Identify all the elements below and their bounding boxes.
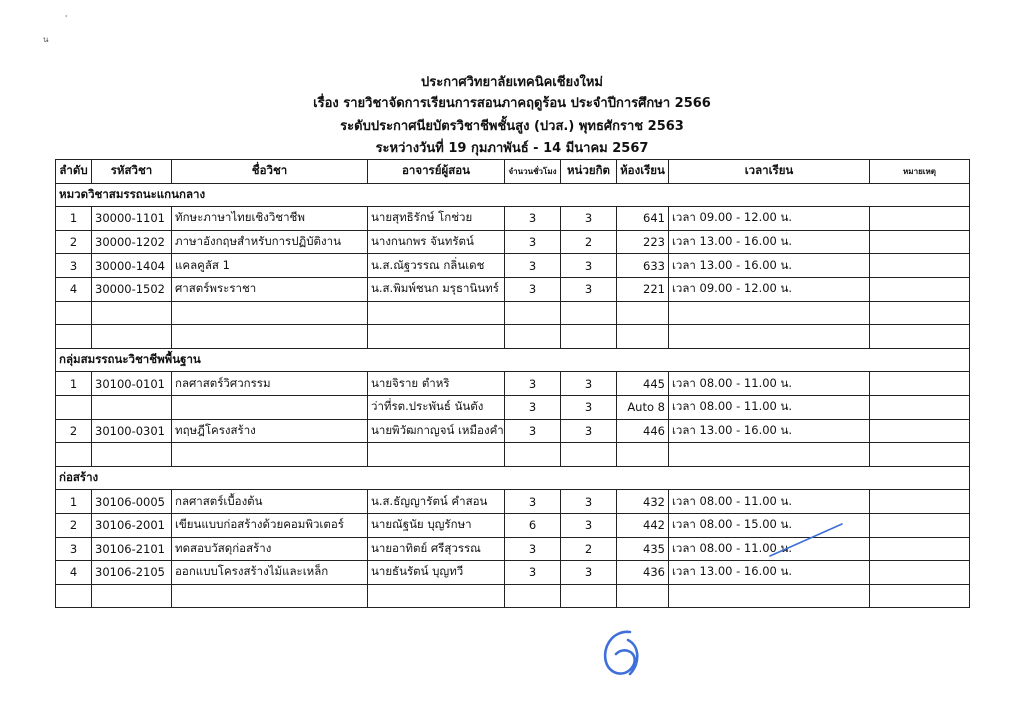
blank-cell [870, 584, 970, 608]
cell-code: 30000-1404 [92, 254, 172, 278]
cell-time: เวลา 08.00 - 15.00 น. [669, 513, 870, 537]
blank-cell [617, 301, 669, 325]
table-header-row [56, 160, 970, 184]
cell-hours: 3 [505, 254, 561, 278]
blank-cell [669, 584, 870, 608]
blank-cell [368, 301, 505, 325]
scan-speck: ' [65, 14, 68, 23]
table-row [56, 372, 970, 396]
cell-hours: 3 [505, 561, 561, 585]
cell-room: 432 [617, 490, 669, 514]
cell-hours: 3 [505, 395, 561, 419]
cell-no: 3 [56, 254, 92, 278]
cell-teacher: ว่าที่รต.ประพันธ์ นันตัง [368, 395, 505, 419]
blank-cell [561, 584, 617, 608]
cell-time: เวลา 08.00 - 11.00 น. [669, 395, 870, 419]
cell-hours: 3 [505, 207, 561, 231]
cell-code: 30106-2101 [92, 537, 172, 561]
col-header-credits: หน่วยกิต [561, 160, 617, 184]
blank-cell [92, 301, 172, 325]
cell-credits: 2 [561, 537, 617, 561]
cell-teacher: น.ส.ธัญญารัตน์ คำสอน [368, 490, 505, 514]
blank-cell [368, 325, 505, 349]
cell-name: ทฤษฎีโครงสร้าง [172, 419, 368, 443]
blank-cell [505, 443, 561, 467]
cell-name: กลศาสตร์วิศวกรรม [172, 372, 368, 396]
cell-time: เวลา 13.00 - 16.00 น. [669, 561, 870, 585]
cell-hours: 3 [505, 490, 561, 514]
blank-cell [172, 301, 368, 325]
table-row [56, 277, 970, 301]
cell-name: แคลคูลัส 1 [172, 254, 368, 278]
blank-cell [561, 301, 617, 325]
cell-note [870, 277, 970, 301]
cell-time: เวลา 08.00 - 11.00 น. [669, 372, 870, 396]
cell-time: เวลา 09.00 - 12.00 น. [669, 277, 870, 301]
cell-hours: 3 [505, 230, 561, 254]
col-header-teacher: อาจารย์ผู้สอน [368, 160, 505, 184]
cell-note [870, 372, 970, 396]
cell-no [56, 395, 92, 419]
cell-room: 435 [617, 537, 669, 561]
table-row [56, 395, 970, 419]
table-row [56, 230, 970, 254]
cell-credits: 3 [561, 561, 617, 585]
cell-room: Auto 8 [617, 395, 669, 419]
blank-cell [669, 301, 870, 325]
cell-hours: 3 [505, 277, 561, 301]
scan-speck: น [43, 35, 49, 44]
cell-note [870, 419, 970, 443]
cell-no: 2 [56, 230, 92, 254]
schedule-table [55, 159, 970, 608]
cell-room: 641 [617, 207, 669, 231]
cell-credits: 3 [561, 372, 617, 396]
table-row [56, 419, 970, 443]
blank-cell [617, 325, 669, 349]
blank-row [56, 325, 970, 349]
cell-credits: 3 [561, 490, 617, 514]
cell-teacher: นายอาทิตย์ ศรีสุวรรณ [368, 537, 505, 561]
section-title: ก่อสร้าง [56, 466, 970, 490]
blank-cell [56, 443, 92, 467]
blank-row [56, 584, 970, 608]
cell-name: เขียนแบบก่อสร้างด้วยคอมพิวเตอร์ [172, 513, 368, 537]
blank-cell [172, 443, 368, 467]
cell-code: 30000-1502 [92, 277, 172, 301]
section-row [56, 466, 970, 490]
blank-cell [669, 443, 870, 467]
cell-time: เวลา 09.00 - 12.00 น. [669, 207, 870, 231]
blank-cell [368, 443, 505, 467]
blank-row [56, 443, 970, 467]
cell-no: 4 [56, 277, 92, 301]
cell-teacher: นางกนกพร จันทรัตน์ [368, 230, 505, 254]
table-row [56, 254, 970, 278]
cell-credits: 3 [561, 254, 617, 278]
cell-room: 223 [617, 230, 669, 254]
cell-teacher: นายสุทธิรักษ์ โกช่วย [368, 207, 505, 231]
col-header-hours: จำนวนชั่วโมง [505, 160, 561, 184]
col-header-code: รหัสวิชา [92, 160, 172, 184]
cell-teacher: น.ส.ณัฐวรรณ กลิ่นเดช [368, 254, 505, 278]
cell-teacher: นายธันรัตน์ บุญทวี [368, 561, 505, 585]
cell-teacher: นายณัฐนัย บุญรักษา [368, 513, 505, 537]
table-row [56, 537, 970, 561]
cell-code: 30100-0301 [92, 419, 172, 443]
cell-credits: 3 [561, 395, 617, 419]
cell-teacher: นายพิวัฒกาญจน์ เหมืองคำ [368, 419, 505, 443]
table-row [56, 513, 970, 537]
blank-cell [561, 443, 617, 467]
cell-teacher: นายจิราย ตำหริ [368, 372, 505, 396]
cell-time: เวลา 13.00 - 16.00 น. [669, 254, 870, 278]
cell-time: เวลา 13.00 - 16.00 น. [669, 419, 870, 443]
cell-name: ออกแบบโครงสร้างไม้และเหล็ก [172, 561, 368, 585]
cell-note [870, 537, 970, 561]
blank-cell [56, 325, 92, 349]
cell-code: 30106-2001 [92, 513, 172, 537]
announcement-subject: เรื่อง รายวิชาจัดการเรียนการสอนภาคฤดูร้อน ประจำปีการศึกษา 2566 [313, 96, 711, 111]
section-row [56, 183, 970, 207]
blank-cell [870, 325, 970, 349]
cell-no: 4 [56, 561, 92, 585]
blank-cell [505, 301, 561, 325]
cell-room: 446 [617, 419, 669, 443]
cell-no: 1 [56, 372, 92, 396]
blank-cell [56, 584, 92, 608]
table-row [56, 561, 970, 585]
blank-cell [505, 325, 561, 349]
cell-code: 30106-2105 [92, 561, 172, 585]
cell-code [92, 395, 172, 419]
cell-note [870, 513, 970, 537]
blank-cell [505, 584, 561, 608]
cell-room: 445 [617, 372, 669, 396]
blank-cell [172, 584, 368, 608]
blank-cell [870, 301, 970, 325]
blank-cell [92, 325, 172, 349]
cell-name: ทักษะภาษาไทยเชิงวิชาชีพ [172, 207, 368, 231]
blank-cell [172, 325, 368, 349]
blank-cell [92, 443, 172, 467]
table-body [56, 183, 970, 608]
cell-time: เวลา 08.00 - 11.00 น. [669, 537, 870, 561]
cell-code: 30100-0101 [92, 372, 172, 396]
cell-credits: 3 [561, 513, 617, 537]
cell-hours: 3 [505, 372, 561, 396]
blank-cell [669, 325, 870, 349]
cell-credits: 2 [561, 230, 617, 254]
blank-cell [56, 301, 92, 325]
cell-name: ทดสอบวัสดุก่อสร้าง [172, 537, 368, 561]
cell-room: 436 [617, 561, 669, 585]
cell-note [870, 254, 970, 278]
cell-no: 2 [56, 513, 92, 537]
cell-hours: 6 [505, 513, 561, 537]
cell-note [870, 395, 970, 419]
cell-hours: 3 [505, 537, 561, 561]
announcement-title: ประกาศวิทยาลัยเทคนิคเชียงใหม่ [420, 75, 604, 90]
section-row [56, 348, 970, 372]
cell-name: ภาษาอังกฤษสำหรับการปฏิบัติงาน [172, 230, 368, 254]
cell-code: 30000-1202 [92, 230, 172, 254]
section-title: กลุ่มสมรรถนะวิชาชีพพื้นฐาน [56, 348, 970, 372]
cell-room: 442 [617, 513, 669, 537]
col-header-name: ชื่อวิชา [172, 160, 368, 184]
col-header-no: ลำดับ [56, 160, 92, 184]
cell-teacher: น.ส.พิมพ์ชนก มรุธานินทร์ [368, 277, 505, 301]
cell-name [172, 395, 368, 419]
col-header-note: หมายเหตุ [870, 160, 970, 184]
blank-cell [561, 325, 617, 349]
section-title: หมวดวิชาสมรรถนะแกนกลาง [56, 183, 970, 207]
blank-cell [617, 584, 669, 608]
cell-room: 633 [617, 254, 669, 278]
cell-credits: 3 [561, 207, 617, 231]
blank-cell [617, 443, 669, 467]
cell-note [870, 230, 970, 254]
cell-name: ศาสตร์พระราชา [172, 277, 368, 301]
cell-no: 3 [56, 537, 92, 561]
table-row [56, 490, 970, 514]
table-row [56, 207, 970, 231]
col-header-time: เวลาเรียน [669, 160, 870, 184]
announcement-dates: ระหว่างวันที่ 19 กุมภาพันธ์ - 14 มีนาคม 2567 [375, 141, 649, 156]
cell-time: เวลา 13.00 - 16.00 น. [669, 230, 870, 254]
cell-hours: 3 [505, 419, 561, 443]
cell-name: กลศาสตร์เบื้องต้น [172, 490, 368, 514]
blank-cell [92, 584, 172, 608]
cell-note [870, 490, 970, 514]
cell-note [870, 561, 970, 585]
cell-no: 1 [56, 207, 92, 231]
announcement-level: ระดับประกาศนียบัตรวิชาชีพชั้นสูง (ปวส.) พุทธศักราช 2563 [340, 119, 684, 134]
col-header-room: ห้องเรียน [617, 160, 669, 184]
cell-credits: 3 [561, 419, 617, 443]
cell-note [870, 207, 970, 231]
blank-cell [870, 443, 970, 467]
cell-code: 30106-0005 [92, 490, 172, 514]
cell-credits: 3 [561, 277, 617, 301]
cell-no: 1 [56, 490, 92, 514]
blank-cell [368, 584, 505, 608]
blank-row [56, 301, 970, 325]
cell-no: 2 [56, 419, 92, 443]
cell-time: เวลา 08.00 - 11.00 น. [669, 490, 870, 514]
cell-code: 30000-1101 [92, 207, 172, 231]
cell-room: 221 [617, 277, 669, 301]
